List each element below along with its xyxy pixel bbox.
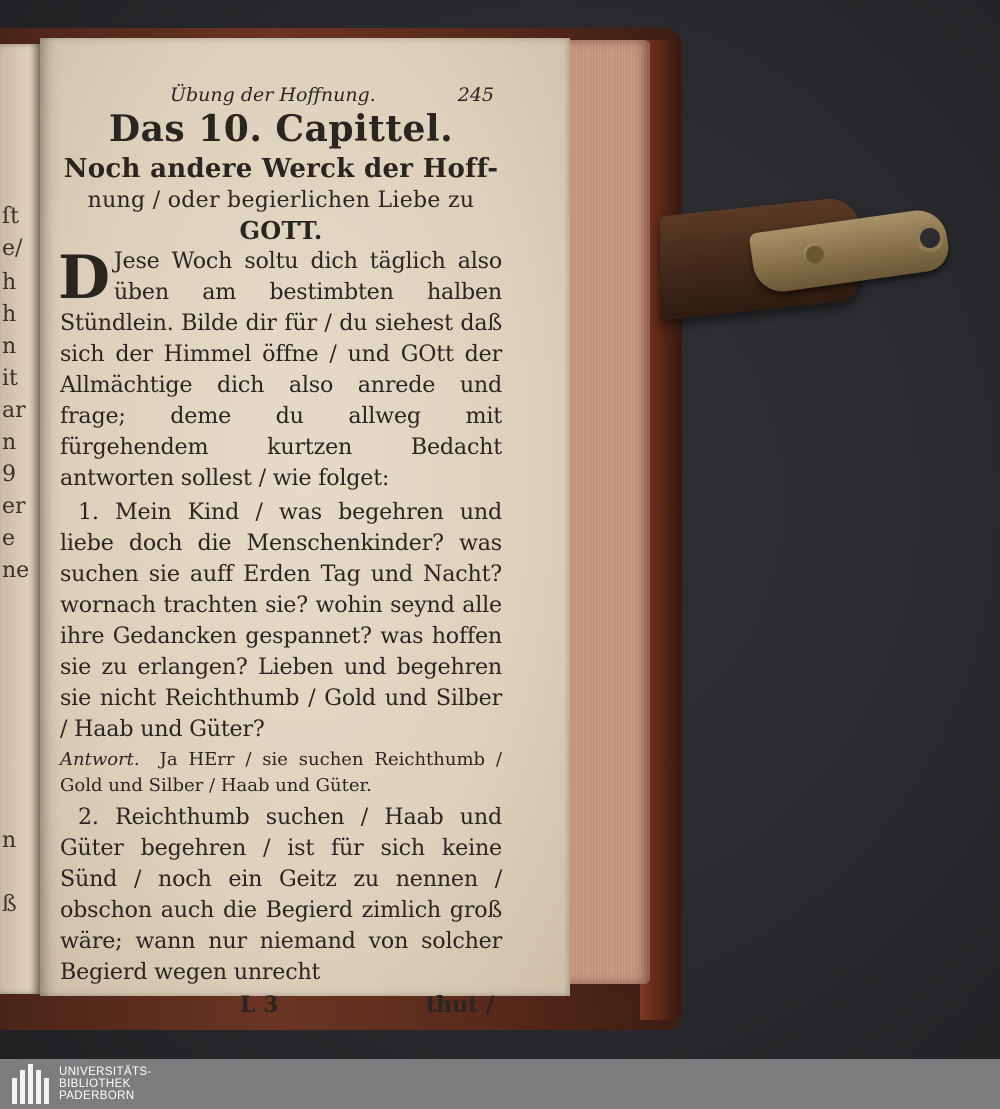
left-page-fragment: e/ [2, 236, 23, 261]
library-bar [0, 1059, 1000, 1109]
page-edges [566, 40, 650, 984]
library-name-line: PADERBORN [59, 1090, 135, 1102]
left-page-fragment: n [2, 430, 17, 455]
left-page-fragment: h [2, 302, 17, 327]
left-page-fragment: er [2, 494, 26, 519]
library-name-line: BIBLIOTHEK [59, 1078, 131, 1090]
item-2-paragraph: 2. Reichthumb suchen / Haab und Güter begehren / ist für sich keine Sünd / noch ein Geitz zu nennen / obschon auch die Begierd zimlich groß wäre; wann nur niemand von solcher Begierd wegen unrecht [60, 804, 502, 985]
left-page-fragment: n [2, 828, 17, 853]
catchword: thut / [425, 992, 494, 1018]
left-page-fragment: it [2, 366, 18, 391]
page-footer [60, 990, 502, 1020]
drop-cap: D [58, 243, 110, 313]
left-page [0, 44, 40, 994]
left-page-fragment: ß [2, 892, 17, 917]
running-head-title: Übung der Hoffnung. [170, 84, 376, 106]
chapter-title: Das 10. Capittel. [108, 108, 454, 150]
subtitle-line: Noch andere Werck der Hoff- [63, 154, 499, 184]
answer-text: Ja HErr / sie suchen Reichthumb / Gold und Silber / Haab und Güter. [60, 749, 502, 796]
intro-text: Jese Woch soltu dich täglich also üben am bestimbten halben Stündlein. Bilde dir für / du siehest daß sich der Himmel öffne / und GOtt der Allmächtige dich also anrede und frage; deme du allweg mit fürgehendem kurtzen Bedacht antworten sollest / wie folget: [60, 248, 502, 491]
left-page-fragment: n [2, 334, 17, 359]
clasp-hole [916, 224, 944, 252]
library-name-line: UNIVERSITÄTS- [59, 1066, 152, 1078]
library-name [59, 1066, 152, 1102]
chapter-subtitle [60, 152, 502, 246]
subtitle-line: nung / oder begierlichen Liebe zu [87, 188, 475, 213]
left-page-fragment: e [2, 526, 16, 551]
answer-paragraph [60, 747, 502, 799]
signature-mark: L 3 [240, 992, 279, 1018]
library-logo-icon [12, 1064, 49, 1104]
clasp-rivet [804, 244, 824, 264]
left-page-fragment: ne [2, 558, 30, 583]
intro-paragraph [58, 243, 502, 494]
subtitle-line: GOTT. [239, 216, 323, 245]
left-page-fragment: 9 [2, 462, 16, 487]
left-page-fragment: h [2, 270, 17, 295]
left-page-fragment: ar [2, 398, 26, 423]
left-page-fragment: ſt [2, 204, 19, 229]
item-1-paragraph: 1. Mein Kind / was begehren und liebe doch die Menschenkinder? was suchen sie auff Erden Tag und Nacht? wornach trachten sie? wohin seynd alle ihre Gedancken gespannet? was hoffen sie zu erlangen? Lieben und begehren sie nicht Reichthumb / Gold und Silber / Haab und Güter? [60, 499, 502, 742]
page-number: 245 [457, 84, 494, 106]
answer-label: Antwort. [60, 749, 140, 770]
page-text [60, 80, 502, 1020]
